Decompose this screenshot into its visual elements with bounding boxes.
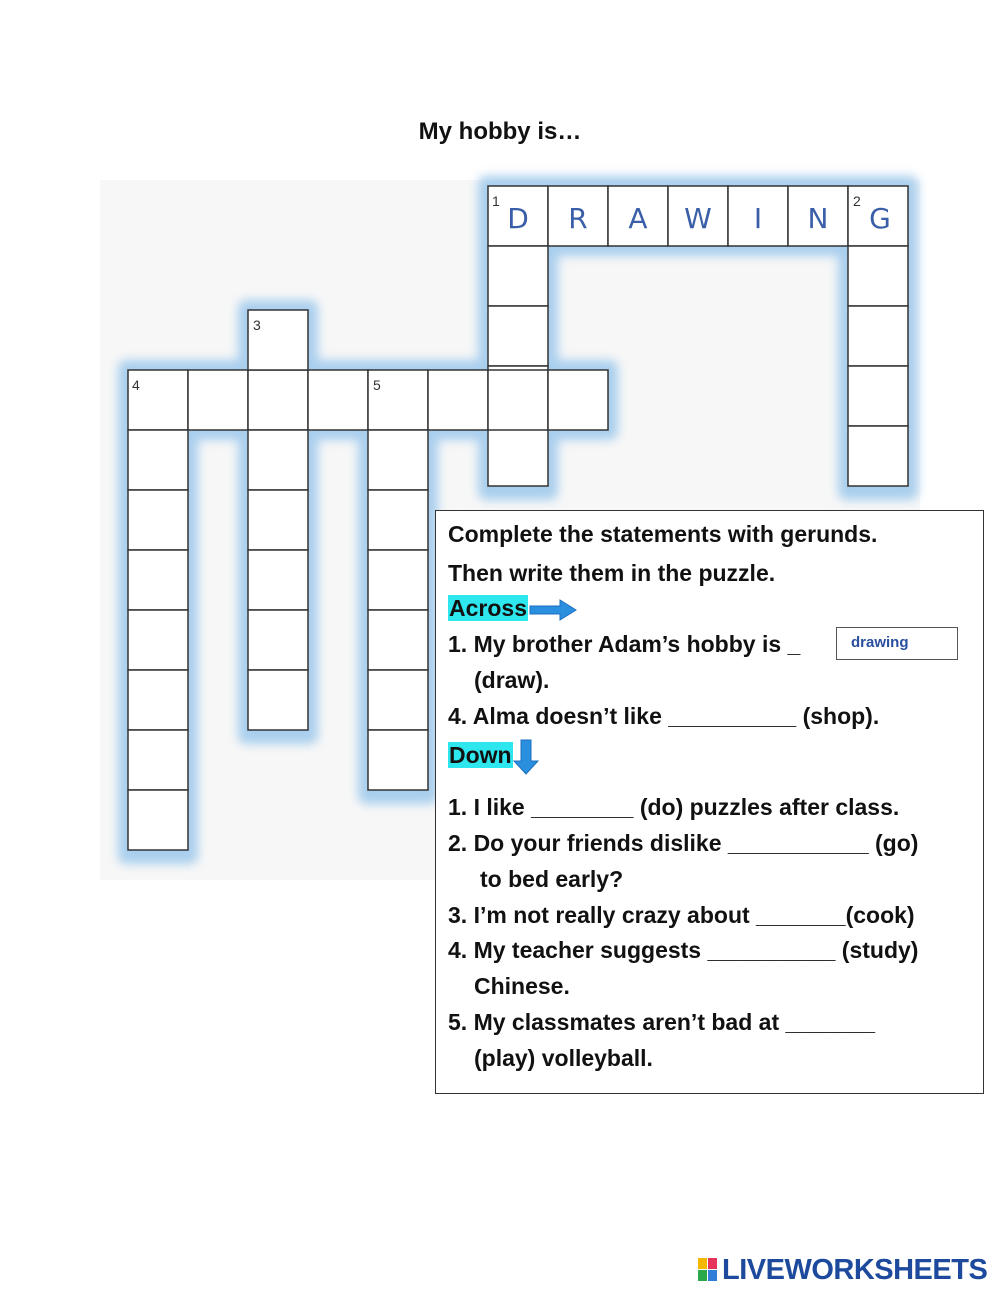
instruction-line-2: Then write them in the puzzle. xyxy=(448,560,776,586)
cell-4-down xyxy=(128,790,188,850)
cell-3-down xyxy=(248,550,308,610)
cell-4-across xyxy=(428,370,488,430)
arrow-down-icon xyxy=(513,739,539,775)
cell-4-down xyxy=(128,670,188,730)
cell-5-down xyxy=(368,550,428,610)
cell-1-down xyxy=(488,246,548,306)
clue-number-2: 2 xyxy=(853,193,861,209)
down-clue-5: 5. My classmates aren’t bad at _______ xyxy=(448,1009,876,1035)
instructions-panel xyxy=(435,510,984,1094)
instruction-line-1: Complete the statements with gerunds. xyxy=(448,521,878,547)
across-label: Across xyxy=(449,595,527,621)
clue-number-3: 3 xyxy=(253,317,261,333)
across-clue-4: 4. Alma doesn’t like __________ (shop). xyxy=(448,703,880,729)
arrow-right-icon xyxy=(528,599,578,621)
down-clue-3: 3. I’m not really crazy about _______(cook) xyxy=(448,902,915,928)
down-clue-2: 2. Do your friends dislike ___________ (go) xyxy=(448,830,919,856)
cell-5-down xyxy=(368,490,428,550)
cell-2-down xyxy=(848,366,908,426)
cell-4-down xyxy=(128,490,188,550)
across-clue-1-cont: (draw). xyxy=(474,667,550,693)
cell-1-down xyxy=(488,426,548,486)
across-heading xyxy=(448,595,578,622)
cell-5-down xyxy=(368,730,428,790)
letter-i: I xyxy=(753,202,763,235)
cell-4-across xyxy=(308,370,368,430)
letter-w: W xyxy=(684,202,712,235)
cell-5-down xyxy=(368,670,428,730)
cell-2-down xyxy=(848,306,908,366)
cell-1-down xyxy=(488,306,548,366)
clue-number-1: 1 xyxy=(492,193,500,209)
down-label: Down xyxy=(449,742,512,769)
cell-4-down xyxy=(128,730,188,790)
cell-3-down xyxy=(248,610,308,670)
cell-4-across xyxy=(248,370,308,430)
cell-4-down xyxy=(128,610,188,670)
cell-5-down xyxy=(368,430,428,490)
answer-input-across-1[interactable]: drawing xyxy=(836,627,958,660)
down-clue-2-cont: to bed early? xyxy=(480,866,624,892)
cell-3-down xyxy=(248,670,308,730)
letter-r: R xyxy=(568,202,588,235)
cell-4-across xyxy=(548,370,608,430)
brand-wordmark: LIVEWORKSHEETS xyxy=(722,1254,988,1286)
cell-5-down xyxy=(368,610,428,670)
down-clue-4-cont: Chinese. xyxy=(474,973,570,999)
across-clue-1: 1. My brother Adam’s hobby is _ xyxy=(448,631,801,657)
liveworksheets-logo-icon xyxy=(698,1258,718,1282)
cell-2-down xyxy=(848,426,908,486)
clue-number-5: 5 xyxy=(373,377,381,393)
cell-3-down xyxy=(248,430,308,490)
cell-2-down xyxy=(848,246,908,306)
down-clue-4: 4. My teacher suggests __________ (study) xyxy=(448,937,919,963)
letter-a: A xyxy=(628,202,648,235)
page-title: My hobby is… xyxy=(418,118,582,145)
down-clue-5-cont: (play) volleyball. xyxy=(474,1045,653,1071)
down-clue-1: 1. I like ________ (do) puzzles after class. xyxy=(448,794,900,820)
cell-4-across xyxy=(188,370,248,430)
cell-4-across xyxy=(488,370,548,430)
cell-3-down xyxy=(248,490,308,550)
clue-number-4: 4 xyxy=(132,377,140,393)
cell-4-down xyxy=(128,430,188,490)
cell-4-down xyxy=(128,550,188,610)
letter-n: N xyxy=(807,202,829,235)
down-heading xyxy=(448,739,539,775)
letter-g: G xyxy=(869,202,891,235)
letter-d: D xyxy=(507,202,529,235)
